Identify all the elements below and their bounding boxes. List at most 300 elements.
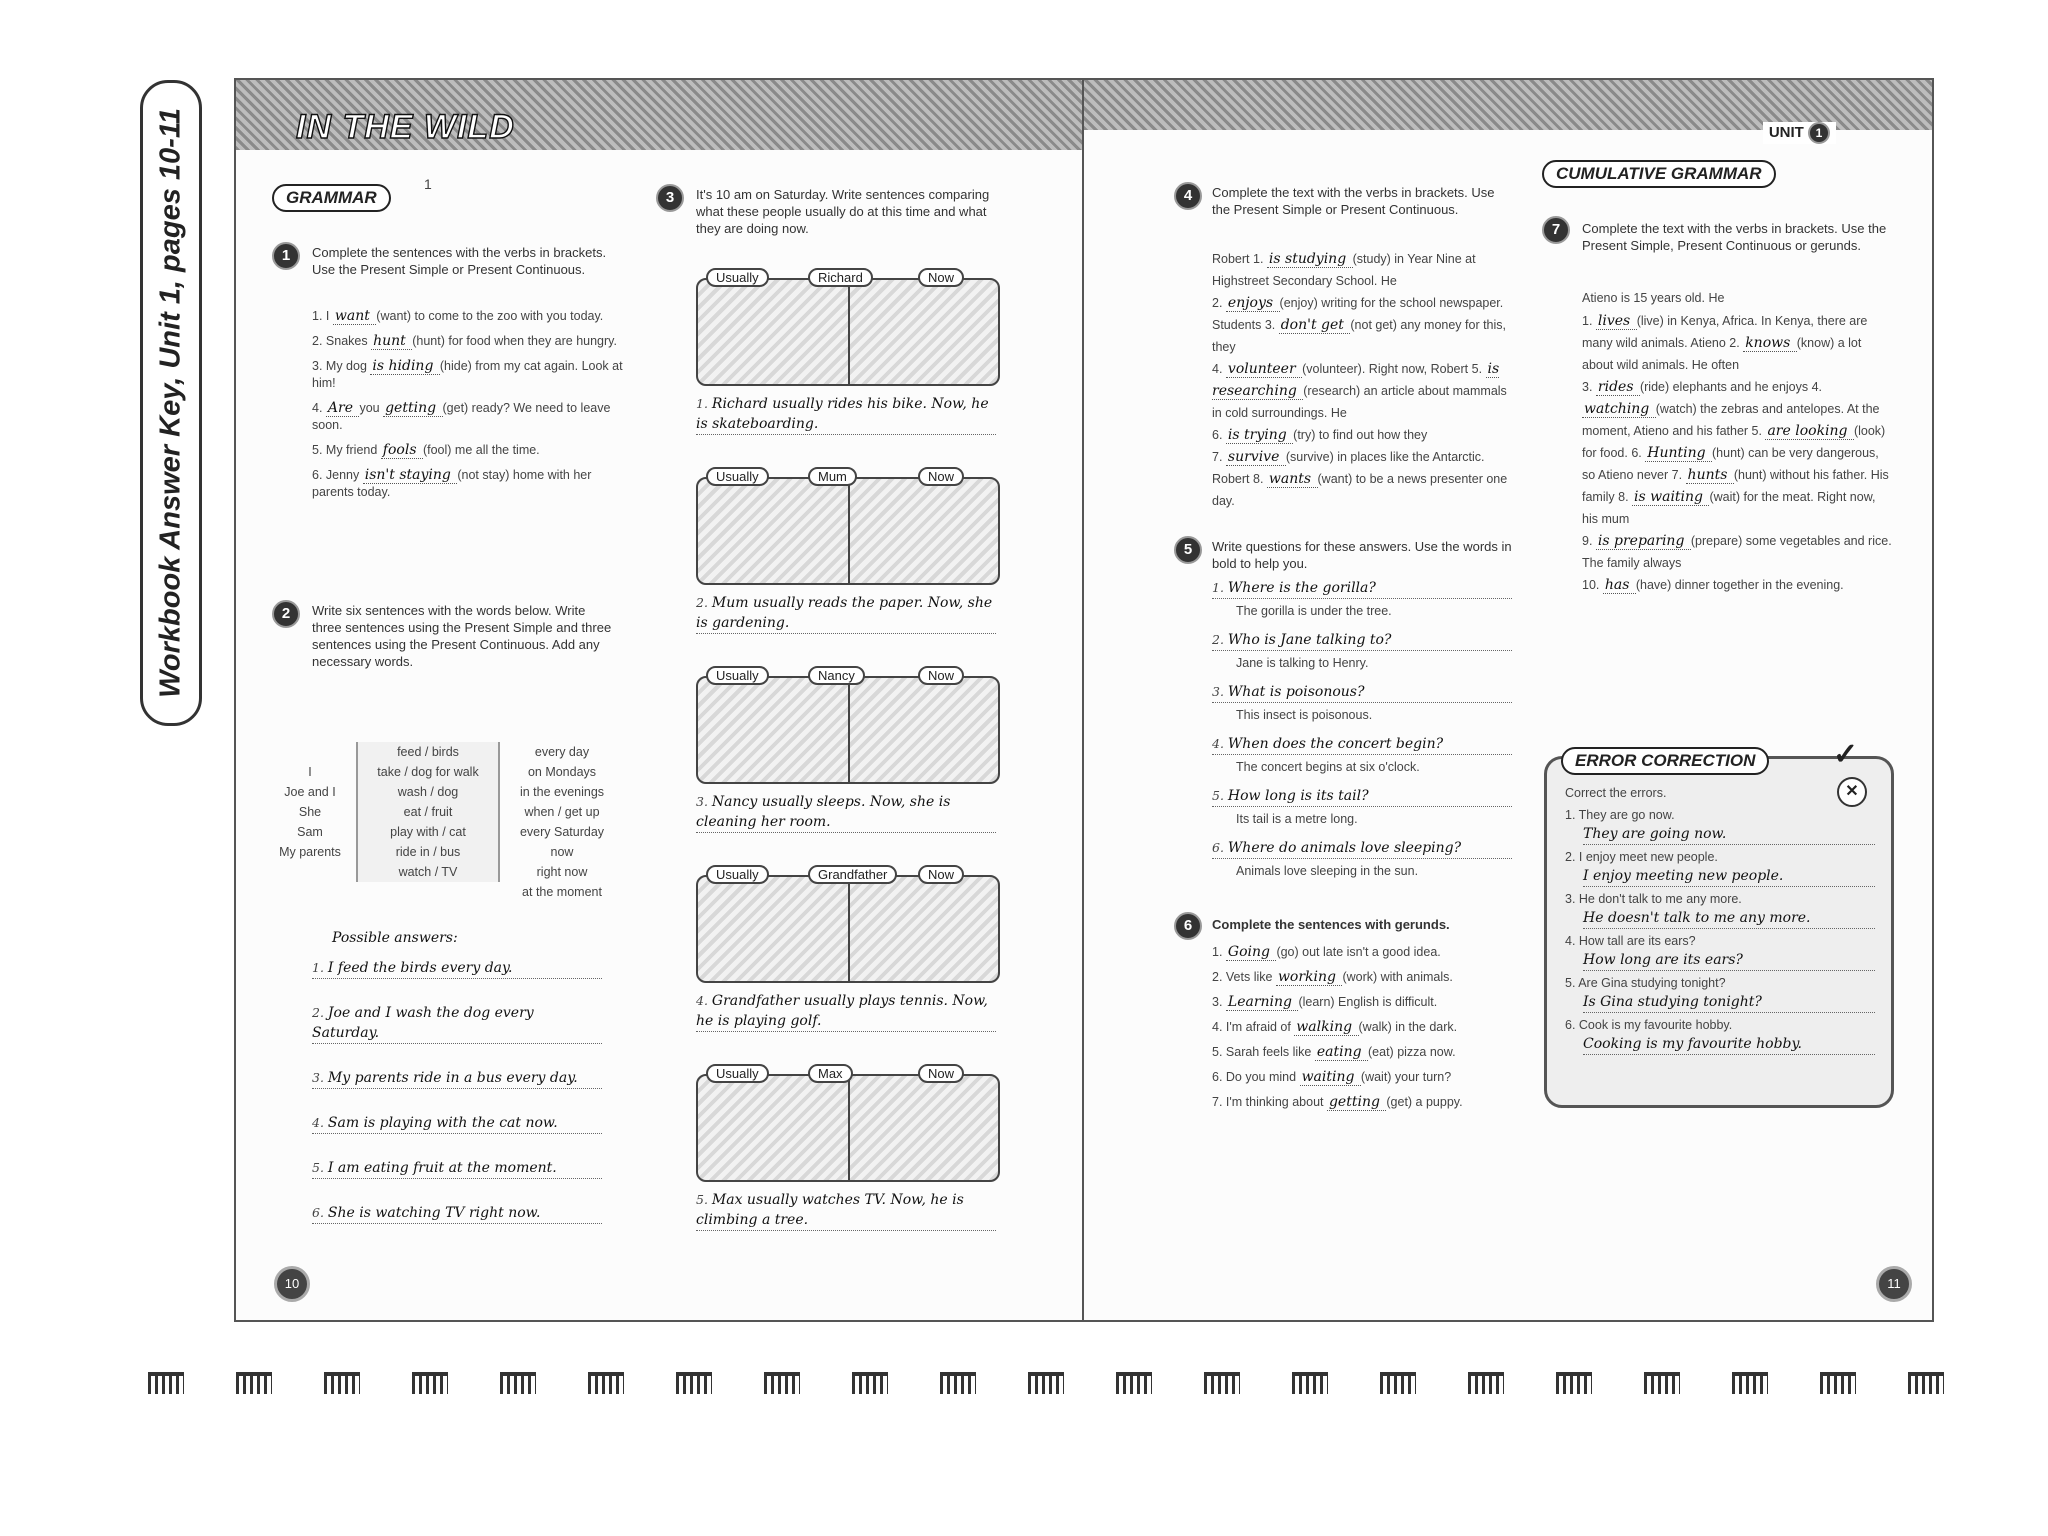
ex6-item (1212, 1044, 1512, 1061)
ex4-text: 2. (1212, 296, 1226, 310)
ex7-text: (have) dinner together in the evening. (1635, 578, 1844, 592)
unit-number-badge: 1 (1808, 122, 1830, 144)
now-scene (848, 479, 998, 583)
now-tag: Now (918, 467, 964, 486)
ex4-text: 7. (1212, 450, 1226, 464)
ex1-item (312, 333, 632, 350)
ex7-line (1582, 376, 1892, 530)
ex7-number: 7 (1542, 216, 1570, 244)
ex3-picture (696, 668, 1000, 784)
time-expression: in the evenings (519, 785, 605, 799)
ex7-instruction: Complete the text with the verbs in brackets. Use the Present Simple, Present Continuous or gerunds. (1582, 221, 1887, 253)
ex3-answer-text: Mum usually reads the paper. Now, she is gardening. (696, 595, 993, 631)
ex3-answer-text: Nancy usually sleeps. Now, she is cleaning her room. (696, 794, 951, 830)
ex7-text: 1. (1582, 314, 1596, 328)
error-item (1565, 933, 1875, 950)
verb-phrase: feed / birds (397, 745, 459, 759)
usually-scene (698, 877, 850, 981)
error-correction-label: ERROR CORRECTION (1561, 747, 1769, 775)
verb-phrase: eat / fruit (403, 805, 453, 819)
ex5-question-text: Who is Jane talking to? (1227, 632, 1392, 648)
ex2-answer-line (312, 1158, 602, 1179)
ex1-text: 6. (312, 468, 326, 482)
error-instruction: Correct the errors. (1565, 786, 1667, 800)
ex5-number: 5 (1174, 536, 1202, 564)
ex3-answer-number: 5. (696, 1192, 712, 1207)
ex1-text: (hunt) for food when they are hungry. (412, 334, 617, 348)
ex1-text: 2. (312, 334, 326, 348)
ex5-answer: The gorilla is under the tree. (1236, 604, 1392, 618)
ex4-line (1212, 446, 1512, 512)
usually-tag: Usually (706, 1064, 769, 1083)
ex5-answer: The concert begins at six o'clock. (1236, 760, 1420, 774)
cumulative-grammar-label: CUMULATIVE GRAMMAR (1542, 160, 1776, 188)
ex4-answer: is researching (1212, 361, 1500, 399)
ex5-number: 5. (1212, 788, 1228, 803)
ex5-number: 6. (1212, 840, 1228, 855)
left-page (234, 78, 1084, 1322)
ex2-answer-number: 5. (312, 1160, 328, 1175)
ex3-answer-number: 2. (696, 595, 712, 610)
ex1-answer: getting (385, 400, 441, 416)
person-name-tag: Grandfather (808, 865, 897, 884)
ex2-answer-number: 6. (312, 1205, 328, 1220)
ex4-text: (not get) any money for this, they (1212, 318, 1507, 354)
time-expression: at the moment (522, 885, 602, 899)
ex4-instruction: Complete the text with the verbs in brackets. Use the Present Simple or Present Continuous. (1212, 185, 1495, 217)
now-scene (848, 877, 998, 981)
ex2-subjects-col (266, 762, 354, 862)
ex2-verbs-col (356, 742, 500, 882)
ex6-text: 2. (1212, 970, 1226, 984)
ex6-text: (eat) pizza now. (1368, 1045, 1456, 1059)
ex1-instruction: Complete the sentences with the verbs in brackets. Use the Present Simple or Present Continuous. (312, 245, 607, 277)
ex7-answer: are looking (1767, 423, 1852, 439)
ex6-number: 6 (1174, 912, 1202, 940)
ex4-line (1212, 248, 1512, 292)
ex1-text: (want) to come to the zoo with you today. (376, 309, 604, 323)
person-name-tag: Max (808, 1064, 853, 1083)
ex3-answer-number: 4. (696, 993, 712, 1008)
person-name-tag: Mum (808, 467, 857, 486)
usually-tag: Usually (706, 268, 769, 287)
ex1-text: Jenny (325, 468, 363, 482)
ex6-answer: Learning (1227, 994, 1297, 1010)
error-corrected-sentence: Is Gina studying tonight? (1583, 992, 1875, 1013)
verb-phrase: watch / TV (398, 865, 458, 879)
ex3-picture-block (696, 664, 1006, 863)
ex5-number: 1. (1212, 580, 1228, 595)
error-number: 2. (1565, 850, 1579, 864)
now-scene (848, 1076, 998, 1180)
ex2-answer-text: I feed the birds every day. (327, 960, 513, 976)
ex7-intro: Atieno is 15 years old. He (1582, 291, 1725, 305)
ex4-text: (enjoy) writing for the school newspaper. Students 3. (1212, 296, 1504, 332)
now-tag: Now (918, 865, 964, 884)
now-tag: Now (918, 1064, 964, 1083)
ex1-text: (hide) from my cat again. Look at him! (312, 359, 623, 390)
ex1-text: (fool) me all the time. (422, 443, 540, 457)
ex7-answer: has (1604, 577, 1634, 593)
error-items (1565, 807, 1875, 1059)
ex1-text: (get) ready? We need to leave soon. (312, 401, 611, 432)
ex6-text: I'm afraid of (1225, 1020, 1295, 1034)
binding-mark (1380, 1372, 1416, 1394)
ex1-text: 1. (312, 309, 326, 323)
ex4-text: (survive) in places like the Antarctic. Robert 8. (1212, 450, 1485, 486)
now-tag: Now (918, 268, 964, 287)
now-scene (848, 280, 998, 384)
subject-word: My parents (279, 845, 341, 859)
ex1-answer: fools (382, 442, 421, 458)
ex5-instruction: Write questions for these answers. Use the words in bold to help you. (1212, 539, 1512, 571)
side-label-text: Workbook Answer Key, Unit 1, pages 10-11 (154, 108, 187, 698)
ex2-answer-number: 4. (312, 1115, 328, 1130)
ex2-answer-number: 1. (312, 960, 328, 975)
ex4-text: (try) to find out how they (1293, 428, 1428, 442)
ex5-answer: Its tail is a metre long. (1236, 812, 1358, 826)
ex7-line (1582, 310, 1892, 376)
ex5-question-text: When does the concert begin? (1227, 736, 1444, 752)
usually-tag: Usually (706, 865, 769, 884)
error-number: 6. (1565, 1018, 1579, 1032)
ex1-text: I (325, 309, 333, 323)
ex6-text: Do you mind (1225, 1070, 1300, 1084)
verb-phrase: take / dog for walk (377, 765, 479, 779)
binding-mark (588, 1372, 624, 1394)
ex7-text: 9. (1582, 534, 1596, 548)
ex2-answer-number: 3. (312, 1070, 328, 1085)
ex4-text: (study) in Year Nine at Highstreet Secondary School. He (1212, 252, 1476, 288)
ex6-text: (get) a puppy. (1386, 1095, 1463, 1109)
ex3-picture (696, 1066, 1000, 1182)
ex2-answers (312, 958, 602, 1248)
cross-icon: ✕ (1837, 777, 1867, 807)
ex7-text: (hunt) without his father. His family 8. (1582, 468, 1889, 504)
ex4-answer: enjoys (1227, 295, 1278, 311)
ex3-answer-text: Max usually watches TV. Now, he is climbing a tree. (696, 1192, 964, 1228)
ex4-answer: don't get (1280, 317, 1349, 333)
unit-label: UNIT (1768, 124, 1804, 141)
right-page (1082, 78, 1934, 1322)
ex6-text: 6. (1212, 1070, 1226, 1084)
subject-word: I (308, 765, 312, 779)
ex1-answer: is hiding (372, 358, 438, 374)
ex1-answer: isn't staying (364, 467, 456, 483)
ex4-line (1212, 292, 1512, 358)
ex6-text: (wait) your turn? (1360, 1070, 1452, 1084)
ex3-picture-block (696, 266, 1006, 465)
binding-mark (852, 1372, 888, 1394)
ex6-text: I'm thinking about (1225, 1095, 1327, 1109)
ex2-answer-text: She is watching TV right now. (327, 1205, 541, 1221)
ex2-answer-line (312, 1113, 602, 1134)
error-item (1565, 807, 1875, 824)
ex6-items (1212, 944, 1512, 1119)
usually-tag: Usually (706, 467, 769, 486)
ex5-answer: Animals love sleeping in the sun. (1236, 864, 1419, 878)
ex4-answer: is studying (1268, 251, 1351, 267)
error-wrong-sentence: Are Gina studying tonight? (1578, 976, 1726, 990)
error-item (1565, 975, 1875, 992)
ex4-text: (want) to be a news presenter one day. (1212, 472, 1508, 508)
ex2-answer-line (312, 958, 602, 979)
ex5-items (1212, 578, 1512, 890)
ex7-line (1582, 530, 1892, 574)
ex1-answer: want (334, 308, 375, 324)
verb-phrase: play with / cat (390, 825, 466, 839)
person-name-tag: Richard (808, 268, 873, 287)
ex6-item (1212, 1019, 1512, 1036)
error-number: 5. (1565, 976, 1579, 990)
ex7-text: (hunt) can be very dangerous, so Atieno never 7. (1582, 446, 1879, 482)
ex3-picture-block (696, 465, 1006, 664)
ex5-answer: This insect is poisonous. (1236, 708, 1373, 722)
ex7-answer: is waiting (1634, 489, 1708, 505)
ex4-text: 4. (1212, 362, 1226, 376)
ex6-text: 5. (1212, 1045, 1226, 1059)
ex7-text: (look) for food. 6. (1582, 424, 1886, 460)
time-expression: every Saturday (519, 825, 605, 839)
ex5-question (1212, 838, 1512, 859)
ex6-item (1212, 1094, 1512, 1111)
ex1-item (312, 467, 632, 501)
ex7-answer: rides (1597, 379, 1638, 395)
ex2-answer-line (312, 1003, 602, 1044)
ex2-answer-text: I am eating fruit at the moment. (327, 1160, 557, 1176)
binding-mark (1292, 1372, 1328, 1394)
error-wrong-sentence: Cook is my favourite hobby. (1578, 1018, 1733, 1032)
ex6-answer: walking (1296, 1019, 1357, 1035)
subject-word: Joe and I (284, 785, 336, 799)
ex3-answer (696, 991, 996, 1032)
ex1-item (312, 442, 632, 459)
binding-mark (764, 1372, 800, 1394)
usually-scene (698, 280, 850, 384)
unit-title: IN THE WILD (296, 108, 515, 146)
time-expression: now (550, 845, 574, 859)
ex5-question (1212, 630, 1512, 651)
ex2-answer-number: 2. (312, 1005, 328, 1020)
ex6-item (1212, 1069, 1512, 1086)
ex5-question-text: What is poisonous? (1227, 684, 1365, 700)
now-tag: Now (918, 666, 964, 685)
binding-mark (236, 1372, 272, 1394)
binding-mark (1028, 1372, 1064, 1394)
ex3-picture-block (696, 863, 1006, 1062)
ex6-item (1212, 944, 1512, 961)
ex7-answer: is preparing (1597, 533, 1689, 549)
ex5-question (1212, 682, 1512, 703)
ex1-items (312, 308, 632, 509)
ex1-text: 4. (312, 401, 326, 415)
ex7-text: (live) in Kenya, Africa. In Kenya, there are many wild animals. Atieno 2. (1582, 314, 1868, 350)
ex6-text: 7. (1212, 1095, 1226, 1109)
possible-answers-label: Possible answers: (332, 930, 458, 946)
subject-word: She (298, 805, 322, 819)
ex1-text: 5. (312, 443, 326, 457)
tick-icon: ✓ (1833, 738, 1859, 771)
binding-mark (500, 1372, 536, 1394)
ex1-answer: hunt (373, 333, 411, 349)
ex4-text: 6. (1212, 428, 1226, 442)
ex1-text: you (359, 401, 384, 415)
ex1-number: 1 (272, 242, 300, 270)
ex1-item (312, 400, 632, 434)
error-wrong-sentence: How tall are its ears? (1578, 934, 1696, 948)
error-number: 1. (1565, 808, 1579, 822)
ex5-number: 3. (1212, 684, 1228, 699)
verb-phrase: wash / dog (397, 785, 459, 799)
ex7-answer: Hunting (1647, 445, 1711, 461)
ex2-answer-line (312, 1203, 602, 1224)
binding-mark (1908, 1372, 1944, 1394)
ex4-number: 4 (1174, 182, 1202, 210)
ex2-number: 2 (272, 600, 300, 628)
ex7-text: (watch) the zebras and antelopes. At the moment, Atieno and his father 5. (1582, 402, 1880, 438)
error-wrong-sentence: I enjoy meet new people. (1578, 850, 1718, 864)
binding-mark (324, 1372, 360, 1394)
ex4-answer: is trying (1227, 427, 1292, 443)
ex3-picture-block (696, 1062, 1006, 1261)
ex6-item (1212, 969, 1512, 986)
ex4-answer: volunteer (1227, 361, 1301, 377)
binding-mark (1820, 1372, 1856, 1394)
ex5-question (1212, 578, 1512, 599)
ex3-answer (696, 792, 996, 833)
ex3-answer (696, 593, 996, 634)
ex3-answer-text: Richard usually rides his bike. Now, he is skateboarding. (696, 396, 989, 432)
ex7-text (1582, 310, 1892, 596)
time-expression: right now (536, 865, 588, 879)
page-number-right: 11 (1876, 1266, 1912, 1302)
side-label-box (140, 80, 202, 726)
ex7-answer: hunts (1687, 467, 1732, 483)
time-expression: on Mondays (527, 765, 597, 779)
ex7-answer: lives (1597, 313, 1635, 329)
ex3-answer-text: Grandfather usually plays tennis. Now, he is playing golf. (696, 993, 988, 1029)
ex6-item (1212, 994, 1512, 1011)
ex6-text: (work) with animals. (1342, 970, 1453, 984)
ex3-answer (696, 394, 996, 435)
ex4-text: Robert 1. (1212, 252, 1267, 266)
error-corrected-sentence: How long are its ears? (1583, 950, 1875, 971)
ex6-text: 3. (1212, 995, 1226, 1009)
binding-mark (1204, 1372, 1240, 1394)
verb-phrase: ride in / bus (395, 845, 461, 859)
subject-word: Sam (297, 825, 323, 839)
ex6-answer: getting (1328, 1094, 1385, 1110)
ex5-answer: Jane is talking to Henry. (1236, 656, 1369, 670)
error-corrected-sentence: Cooking is my favourite hobby. (1583, 1034, 1875, 1055)
ex5-question-text: How long is its tail? (1227, 788, 1369, 804)
ex1-text: My dog (325, 359, 371, 373)
ex6-text: (walk) in the dark. (1358, 1020, 1458, 1034)
time-expression: every day (534, 745, 590, 759)
person-name-tag: Nancy (808, 666, 865, 685)
ex2-answer-text: My parents ride in a bus every day. (327, 1070, 578, 1086)
ex1-text: 3. (312, 359, 326, 373)
error-wrong-sentence: He don't talk to me any more. (1578, 892, 1742, 906)
usually-tag: Usually (706, 666, 769, 685)
ex1-item (312, 358, 632, 392)
ex3-answer (696, 1190, 996, 1231)
ex1-text: Snakes (325, 334, 372, 348)
ex6-text: Sarah feels like (1225, 1045, 1315, 1059)
binding-mark (1644, 1372, 1680, 1394)
ex6-answer: eating (1316, 1044, 1367, 1060)
ex6-text: (learn) English is difficult. (1298, 995, 1438, 1009)
binding-mark (148, 1372, 184, 1394)
ex7-text: (wait) for the meat. Right now, his mum (1582, 490, 1876, 526)
ex3-answer-number: 3. (696, 794, 712, 809)
ex2-times-col (502, 742, 622, 902)
ex7-text: (ride) elephants and he enjoys 4. (1639, 380, 1823, 394)
error-number: 3. (1565, 892, 1579, 906)
ex5-number: 2. (1212, 632, 1228, 647)
ex1-item (312, 308, 632, 325)
ex7-answer: knows (1745, 335, 1795, 351)
binding-mark (1116, 1372, 1152, 1394)
ex6-text: (go) out late isn't a good idea. (1276, 945, 1441, 959)
ex4-answer: survive (1227, 449, 1284, 465)
ex4-text: (research) an article about mammals in cold surroundings. He (1212, 384, 1507, 420)
error-number: 4. (1565, 934, 1579, 948)
ex3-answer-number: 1. (696, 396, 712, 411)
ex5-question (1212, 734, 1512, 755)
ex6-text: Vets like (1225, 970, 1276, 984)
ex5-question-text: Where is the gorilla? (1227, 580, 1376, 596)
now-scene (848, 678, 998, 782)
ex3-instruction: It's 10 am on Saturday. Write sentences comparing what these people usually do at this time and what they are doing now. (696, 187, 990, 236)
left-banner (236, 80, 1082, 150)
error-corrected-sentence: He doesn't talk to me any more. (1583, 908, 1875, 929)
time-expression: when / get up (524, 805, 600, 819)
error-corrected-sentence: I enjoy meeting new people. (1583, 866, 1875, 887)
ex2-answer-text: Joe and I wash the dog every Saturday. (312, 1005, 534, 1041)
binding-mark (1556, 1372, 1592, 1394)
error-item (1565, 1017, 1875, 1034)
ex6-instruction: Complete the sentences with gerunds. (1212, 917, 1450, 932)
error-item (1565, 891, 1875, 908)
ex1-answer: Are (327, 400, 358, 416)
ex2-instruction: Write six sentences with the words below. Write three sentences using the Present Simple and three sentences using the Present Continuous. Add any necessary words. (312, 603, 612, 669)
ex3-pictures (696, 266, 1006, 1261)
ex2-answer-text: Sam is playing with the cat now. (327, 1115, 558, 1131)
ex5-question (1212, 786, 1512, 807)
ex4-answer: wants (1268, 471, 1316, 487)
page-number-left: 10 (274, 1266, 310, 1302)
ex7-text: 10. (1582, 578, 1603, 592)
error-corrected-sentence: They are going now. (1583, 824, 1875, 845)
ex6-answer: working (1277, 969, 1341, 985)
error-correction-box (1544, 738, 1894, 1108)
ex6-text: 4. (1212, 1020, 1226, 1034)
ex6-answer: Going (1227, 944, 1275, 960)
binding-mark (1732, 1372, 1768, 1394)
grammar-label: GRAMMAR (272, 184, 391, 212)
usually-scene (698, 678, 850, 782)
ex4-line (1212, 424, 1512, 446)
ex5-question-text: Where do animals love sleeping? (1227, 840, 1462, 856)
ex1-text: My friend (325, 443, 381, 457)
ex6-text: 1. (1212, 945, 1226, 959)
ex5-number: 4. (1212, 736, 1228, 751)
binding-mark (412, 1372, 448, 1394)
ex4-text (1212, 248, 1512, 512)
ex4-text: (volunteer). Right now, Robert 5. (1302, 362, 1486, 376)
error-item (1565, 849, 1875, 866)
